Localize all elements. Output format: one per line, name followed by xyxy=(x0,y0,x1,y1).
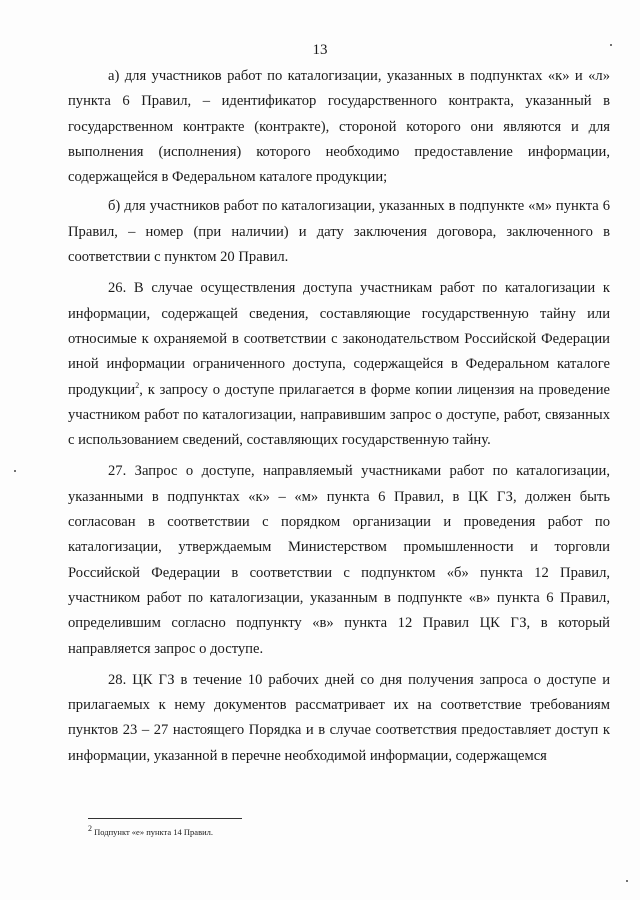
scan-artifact-dot xyxy=(626,880,628,882)
paragraph-26-text-after-footnote: , к запросу о доступе прилагается в форме копии лицензия на проведение участником работ по каталогизации, направившим запрос о доступе, работ, связанных с использованием сведений, составляющих государственную тайну. xyxy=(68,381,610,449)
paragraph-26 xyxy=(68,276,610,453)
paragraph-27: 27. Запрос о доступе, направляемый участниками работ по каталогизации, указанными в подпунктах «к» – «м» пункта 6 Правил, в ЦК ГЗ, должен быть согласован в соответствии с порядком организации и проведения работ по каталогизации, утверждаемым Министерством промышленности и торговли Российской Федерации в соответствии с подпунктом «б» пункта 12 Правил, участником работ по каталогизации, указанным в подпункте «в» пункта 6 Правил, определившим согласно подпункту «в» пункта 12 Правил ЦК ГЗ, в который направляется запрос о доступе. xyxy=(68,463,610,657)
paragraph-26-text-before-footnote: 26. В случае осуществления доступа участникам работ по каталогизации к информации, содержащей сведения, составляющие государственную тайну или относимые к охраняемой в соответствии с законодательством Российской Федерации иной информации ограниченного доступа, содержащейся в Федеральном каталоге продукции xyxy=(68,280,610,398)
footnote-marker: 2 xyxy=(88,824,92,834)
page-number: 13 xyxy=(312,42,328,58)
scan-artifact-dot xyxy=(14,470,16,472)
paragraph-subitem-a: а) для участников работ по каталогизации, указанных в подпунктах «к» и «л» пункта 6 Правил, – идентификатор государственного контракта, указанный в государственном контракте (контракте), стороной которого они являются и для выполнения (исполнения) которого необходимо предоставление информации, содержащейся в Федеральном каталоге продукции; xyxy=(68,68,610,186)
paragraph-28: 28. ЦК ГЗ в течение 10 рабочих дней со дня получения запроса о доступе и прилагаемых к нему документов рассматривает их на соответствие требованиям пунктов 23 – 27 настоящего Порядка и в случае соответствия предоставляет доступ к информации, указанной в перечне необходимой информации, содержащемся xyxy=(68,671,610,764)
footnote-reference: 2 xyxy=(135,380,140,390)
paragraph-subitem-b: б) для участников работ по каталогизации, указанных в подпункте «м» пункта 6 Правил, – номер (при наличии) и дату заключения договора, заключенного в соответствии с пунктом 20 Правил. xyxy=(68,198,610,266)
scan-artifact-dot xyxy=(610,44,612,46)
document-body xyxy=(68,64,610,775)
footnote-text: Подпункт «е» пункта 14 Правил. xyxy=(94,827,213,837)
footnote xyxy=(88,824,213,838)
footnote-divider xyxy=(88,818,242,819)
